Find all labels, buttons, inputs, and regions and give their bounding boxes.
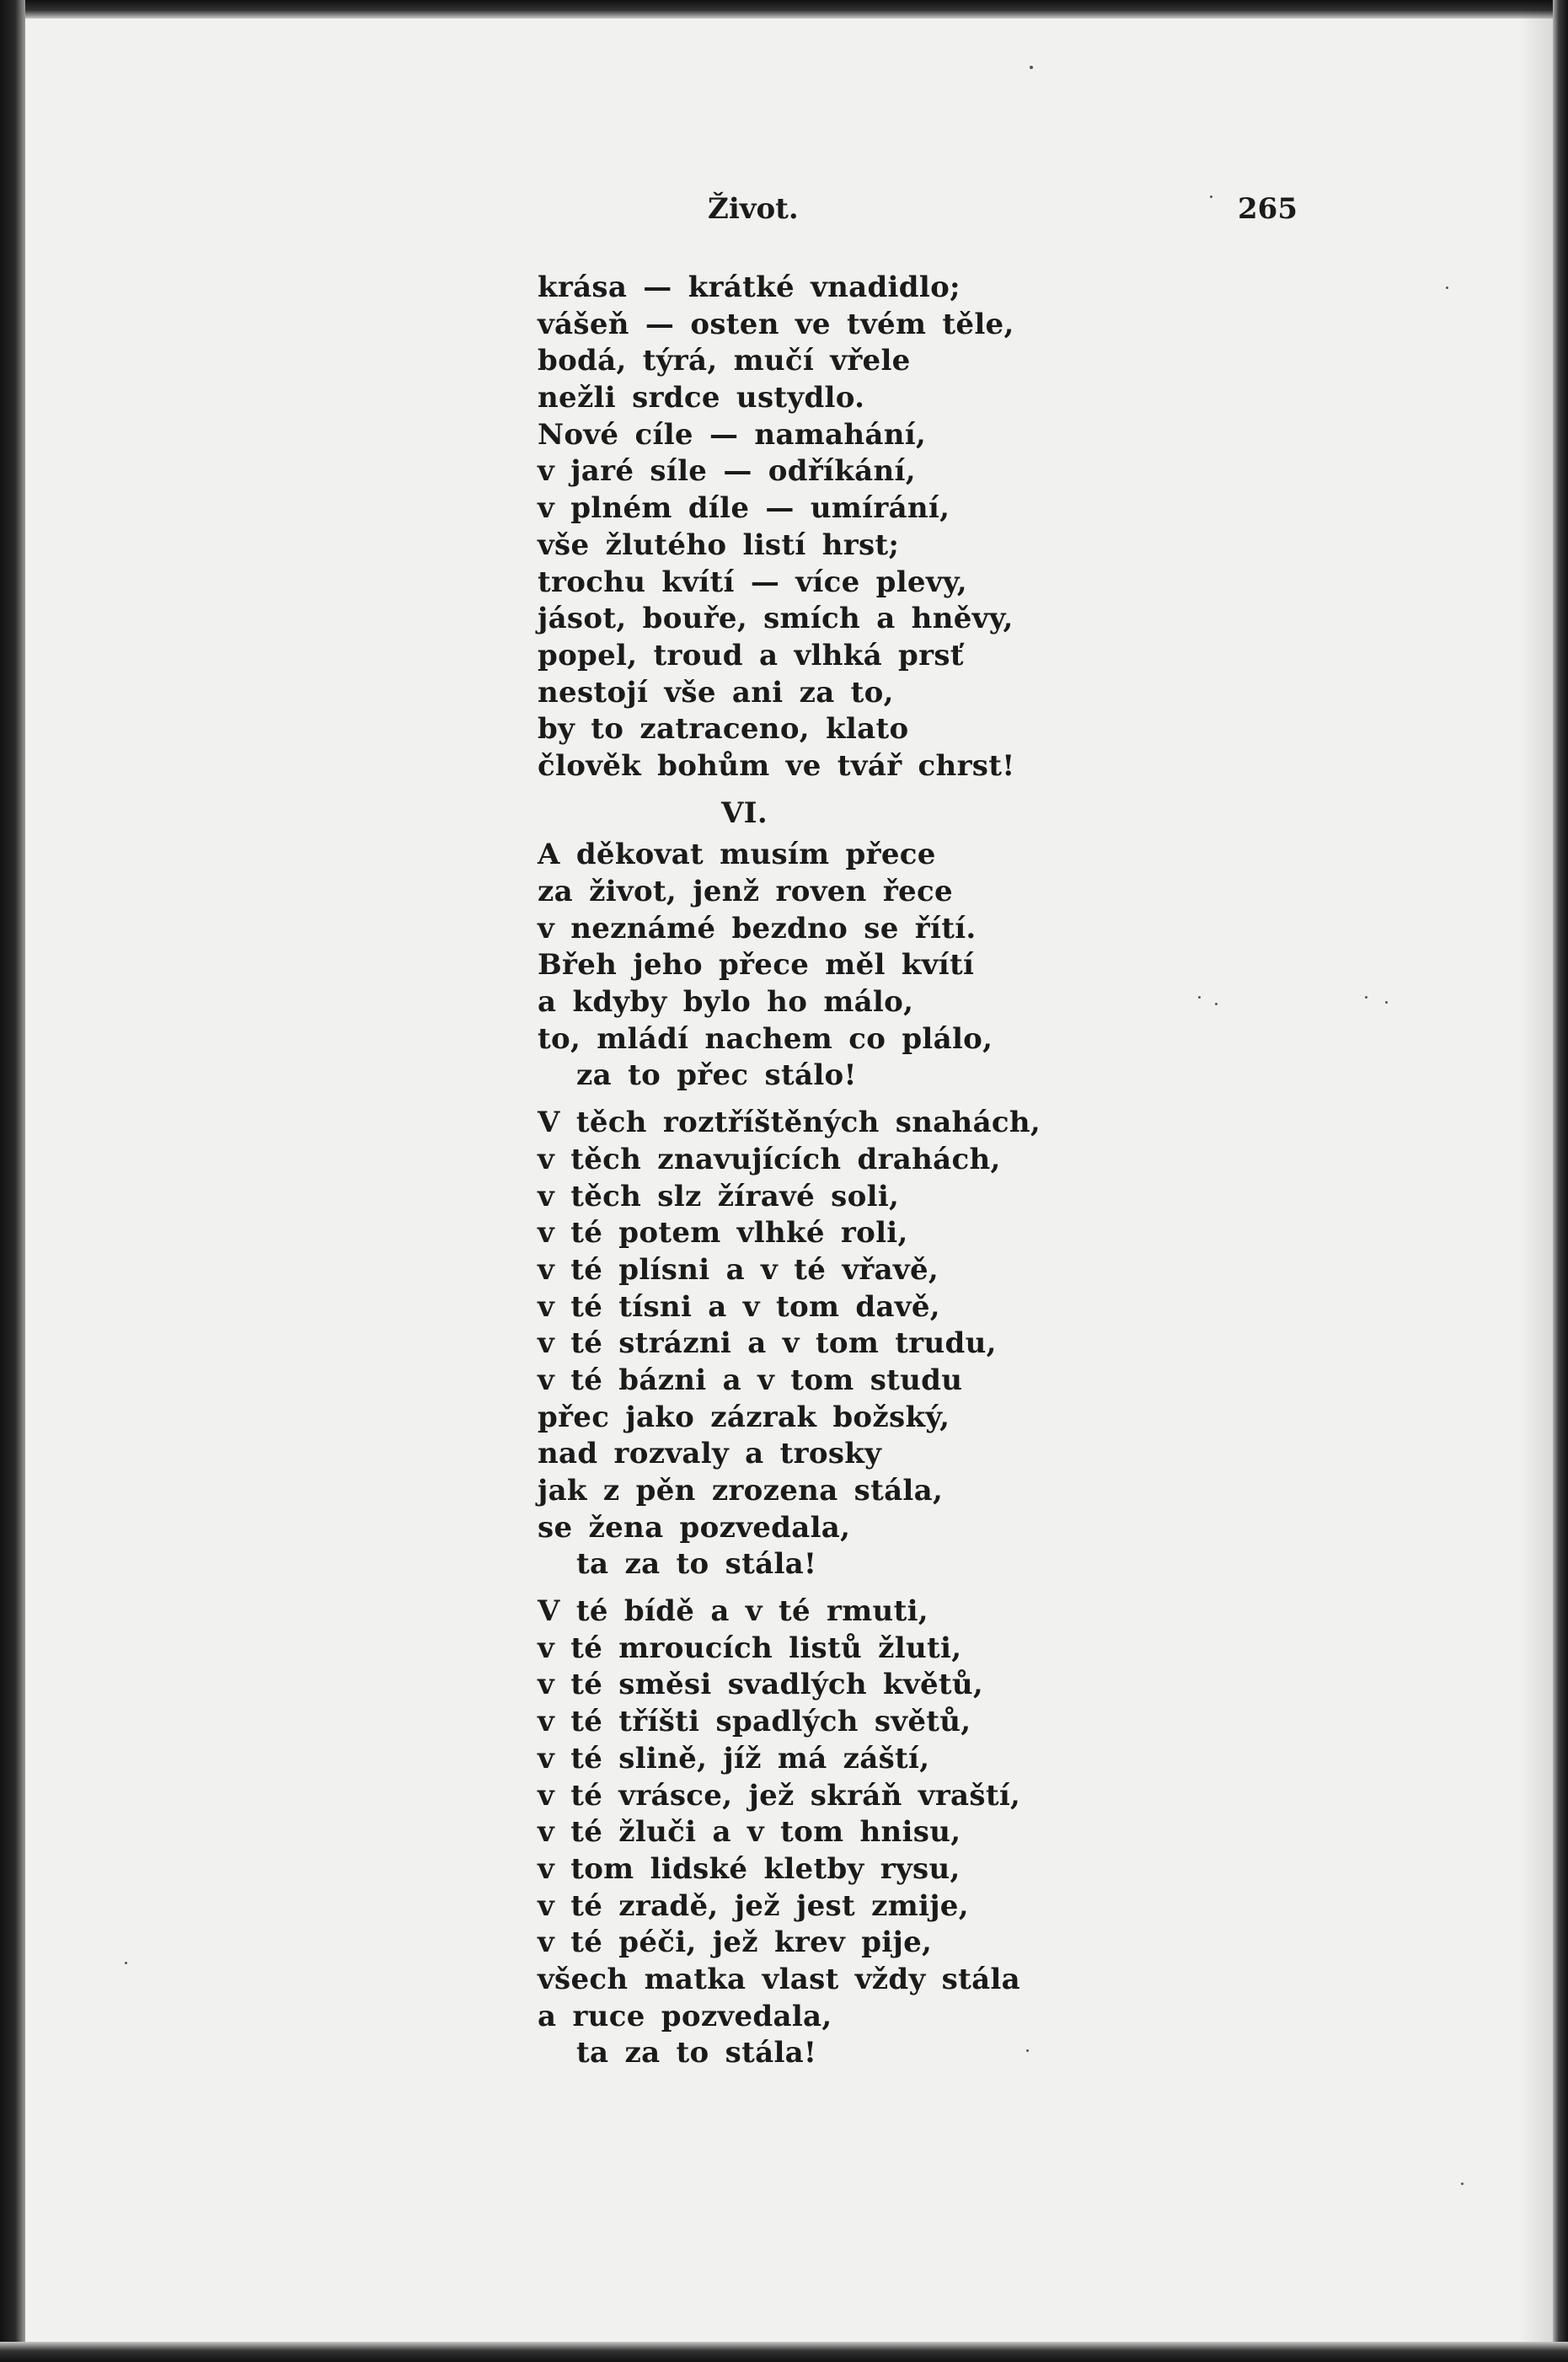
verse-line: v té plísni a v té vřavě, xyxy=(538,1252,939,1287)
verse-line: bodá, týrá, mučí vřele xyxy=(538,344,911,378)
scan-edge-right xyxy=(1553,0,1568,2362)
verse-line: A děkovat musím přece xyxy=(538,838,936,872)
stanza xyxy=(538,1105,1296,1583)
verse-line: v té slině, jíž má záští, xyxy=(538,1741,930,1776)
verse-line: a kdyby bylo ho málo, xyxy=(538,985,914,1020)
verse-line: člověk bohům ve tvář chrst! xyxy=(538,748,1015,783)
scan-speck xyxy=(1446,287,1448,289)
poem-text xyxy=(538,270,1296,2072)
stanza xyxy=(538,837,1296,1095)
verse-line: nežli srdce ustydlo. xyxy=(538,381,865,415)
scan-speck xyxy=(1385,1001,1388,1004)
verse-line: všech matka vlast vždy stála xyxy=(538,1962,1020,1996)
verse-line: to, mládí nachem co plálo, xyxy=(538,1021,993,1056)
verse-line: Nové cíle — namahání, xyxy=(538,417,927,452)
verse-line: V té bídě a v té rmuti, xyxy=(538,1594,928,1629)
verse-line: v plném díle — umírání, xyxy=(538,491,950,526)
verse-line: v té bázni a v tom studu xyxy=(538,1363,963,1397)
verse-line: v té zradě, jež jest zmije, xyxy=(538,1888,969,1923)
section-title: VI. xyxy=(721,795,768,830)
verse-line: ta za to stála! xyxy=(576,2036,817,2070)
verse-line: v neznámé bezdno se řítí. xyxy=(538,911,977,945)
verse-line: trochu kvítí — více plevy, xyxy=(538,565,967,599)
verse-line: se žena pozvedala, xyxy=(538,1510,851,1545)
verse-line: v té žluči a v tom hnisu, xyxy=(538,1815,961,1850)
verse-line: jásot, bouře, smích a hněvy, xyxy=(538,602,1014,636)
scan-speck xyxy=(125,1962,127,1964)
verse-line: by to zatraceno, klato xyxy=(538,712,909,747)
verse-line: v té vrásce, jež skráň vraští, xyxy=(538,1778,1021,1813)
scan-speck xyxy=(1461,2183,1464,2185)
verse-line: V těch roztříštěných snahách, xyxy=(538,1106,1041,1140)
verse-line: jak z pěn zrozena stála, xyxy=(538,1474,944,1508)
verse-line: krása — krátké vnadidlo; xyxy=(538,270,961,304)
verse-line: v těch slz žíravé soli, xyxy=(538,1179,900,1213)
page-number: 265 xyxy=(1238,192,1298,226)
scan-speck xyxy=(1030,66,1033,69)
verse-line: v té tříšti spadlých světů, xyxy=(538,1705,971,1739)
scan-edge-bottom xyxy=(0,2342,1568,2362)
verse-line: a ruce pozvedala, xyxy=(538,1999,832,2033)
verse-line: Břeh jeho přece měl kvítí xyxy=(538,948,975,983)
running-header xyxy=(539,187,1298,238)
verse-line: ta za to stála! xyxy=(576,1547,817,1582)
verse-line: v té péči, jež krev pije, xyxy=(538,1925,933,1960)
scan-edge-top xyxy=(0,0,1568,19)
verse-line: vášeň — osten ve tvém těle, xyxy=(538,307,1014,341)
verse-line: v té směsi svadlých květů, xyxy=(538,1668,984,1702)
verse-line: v té tísni a v tom davě, xyxy=(538,1289,940,1324)
verse-line: nad rozvaly a trosky xyxy=(538,1437,882,1471)
verse-line: v jaré síle — odříkání, xyxy=(538,454,916,489)
verse-line: za to přec stálo! xyxy=(576,1058,857,1093)
verse-line: přec jako zázrak božský, xyxy=(538,1400,950,1434)
verse-line: v té potem vlhké roli, xyxy=(538,1216,908,1251)
verse-line: vše žlutého listí hrst; xyxy=(538,528,900,562)
verse-line: v té mroucích listů žluti, xyxy=(538,1631,962,1665)
scan-edge-left xyxy=(0,0,25,2362)
stanza xyxy=(538,1593,1296,2072)
stanza xyxy=(538,270,1296,785)
scan-speck xyxy=(1365,996,1367,999)
verse-line: popel, troud a vlhká prsť xyxy=(538,638,964,672)
verse-line: v tom lidské kletby rysu, xyxy=(538,1851,961,1886)
verse-line: v té strázni a v tom trudu, xyxy=(538,1326,997,1361)
verse-line: za život, jenž roven řece xyxy=(538,875,953,908)
verse-line: nestojí vše ani za to, xyxy=(538,675,894,710)
verse-line: v těch znavujících drahách, xyxy=(538,1142,1001,1176)
running-title: Život. xyxy=(708,192,799,226)
page-fold-shadow xyxy=(1519,0,1553,2362)
